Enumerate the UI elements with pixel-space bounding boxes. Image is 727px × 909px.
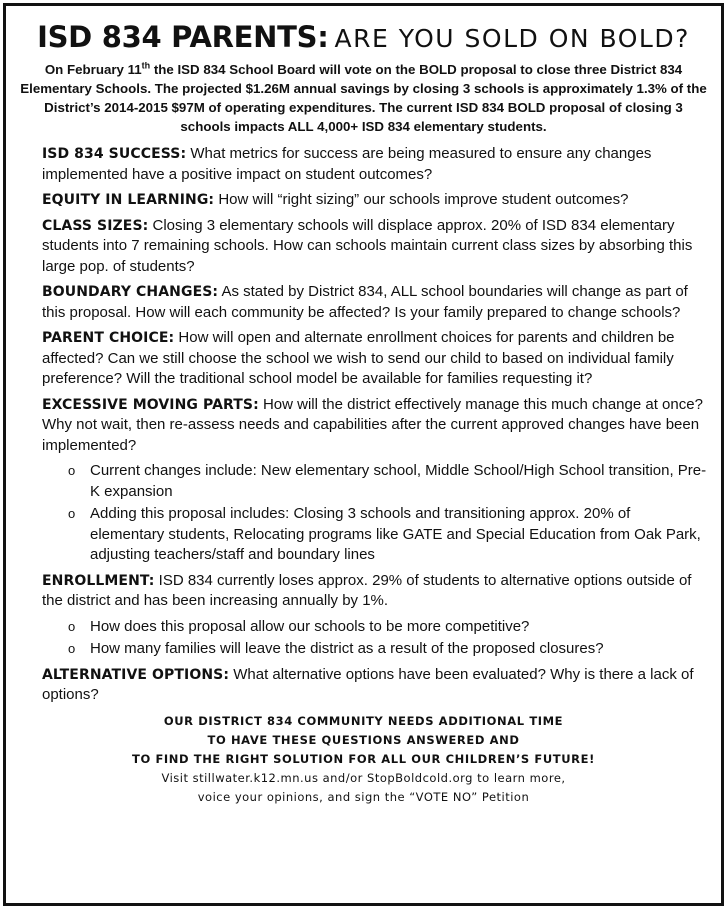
bullet-circle-icon: o [68, 506, 76, 521]
bullet-circle-icon: o [68, 641, 76, 656]
section-label: ENROLLMENT: [42, 572, 155, 589]
title-main: ISD 834 PARENTS: [37, 20, 329, 54]
flyer [3, 3, 724, 906]
section-label: ALTERNATIVE OPTIONS: [42, 666, 230, 683]
section-text: How will “right sizing” our schools improve student outcomes? [218, 191, 629, 208]
section-text: ISD 834 currently loses approx. 29% of students to alternative options outside of the district and has been increasing annually by 1%. [42, 571, 692, 609]
closing-line: TO HAVE THESE QUESTIONS ANSWERED AND [207, 732, 520, 747]
sub-bullet-list [42, 617, 707, 660]
closing-call-to-action: Visit stillwater.k12.mn.us and/or StopBoldcold.org to learn more, [161, 770, 566, 785]
list-item-text: Adding this proposal includes: Closing 3 schools and transitioning approx. 20% of elementary students, Relocating programs like GATE and Special Education from Oak Park, adjusting teachers/staff and boundary lines [90, 505, 701, 563]
list-item [68, 639, 707, 660]
intro-text-start: On February 11 [44, 62, 142, 77]
section-enrollment [42, 571, 707, 612]
closing-call-to-action: voice your opinions, and sign the “VOTE NO” Petition [197, 789, 530, 804]
section-equity-in-learning [42, 190, 707, 211]
intro-paragraph [20, 60, 707, 136]
bullet-circle-icon: o [68, 618, 76, 634]
closing-line: TO FIND THE RIGHT SOLUTION FOR ALL OUR CHILDREN’S FUTURE! [132, 751, 595, 766]
section-boundary-changes [42, 282, 707, 323]
section-parent-choice [42, 328, 707, 390]
section-class-sizes [42, 216, 707, 278]
section-text: What alternative options have been evaluated? Why is there a lack of options? [42, 665, 694, 703]
section-alternative-options [42, 665, 707, 706]
section-text: How will open and alternate enrollment choices for parents and children be affected? Can we still choose the school we wish to send our child to based on individual family preference? Will the traditional school model be available for families requesting it? [42, 329, 675, 387]
section-text: Closing 3 elementary schools will displace approx. 20% of ISD 834 elementary students into 7 remaining schools. How can schools maintain current class sizes by absorbing this large pop. of students? [42, 216, 693, 275]
list-item [68, 504, 707, 566]
title-handwritten: ARE YOU SOLD ON BOLD? [334, 24, 690, 53]
page-title [6, 20, 721, 54]
section-label: EXCESSIVE MOVING PARTS: [42, 396, 259, 413]
intro-superscript: th [141, 60, 151, 71]
section-text: What metrics for success are being measured to ensure any changes implemented have a positive impact on student outcomes? [42, 145, 652, 183]
list-item-text: How does this proposal allow our schools to be more competitive? [90, 617, 530, 635]
closing-message [6, 712, 721, 807]
section-label: PARENT CHOICE: [42, 330, 175, 346]
section-text: As stated by District 834, ALL school boundaries will change as part of this proposal. How will each community be affected? Is your family prepared to change schools? [42, 283, 688, 321]
section-label: BOUNDARY CHANGES: [42, 284, 219, 300]
list-item-text: Current changes include: New elementary school, Middle School/High School transition, Pre-K expansion [90, 462, 707, 500]
intro-text-rest: the ISD 834 School Board will vote on the BOLD proposal to close three District 834 Elementary Schools. The projected $1.26M annual savings by closing 3 schools is approximately 1.3% of the District’s 2014-2015 $97M of operating expenditures. The current ISD 834 BOLD proposal of closing 3 schools impacts ALL 4,000+ ISD 834 elementary students. [20, 62, 707, 134]
section-label: CLASS SIZES: [42, 217, 149, 234]
list-item [68, 461, 707, 502]
closing-line: OUR DISTRICT 834 COMMUNITY NEEDS ADDITIONAL TIME [163, 713, 564, 728]
bullet-circle-icon: o [68, 463, 76, 478]
section-label: ISD 834 SUCCESS: [42, 146, 187, 162]
question-list [42, 144, 707, 706]
sub-bullet-list [42, 461, 707, 566]
section-text: How will the district effectively manage this much change at once? Why not wait, then re-assess needs and capabilities after the current approved changes have been implemented? [42, 395, 703, 454]
list-item [68, 617, 707, 638]
section-excessive-moving-parts [42, 395, 707, 457]
section-label: EQUITY IN LEARNING: [42, 192, 215, 208]
list-item-text: How many families will leave the district as a result of the proposed closures? [90, 640, 604, 657]
section-isd-success [42, 144, 707, 185]
